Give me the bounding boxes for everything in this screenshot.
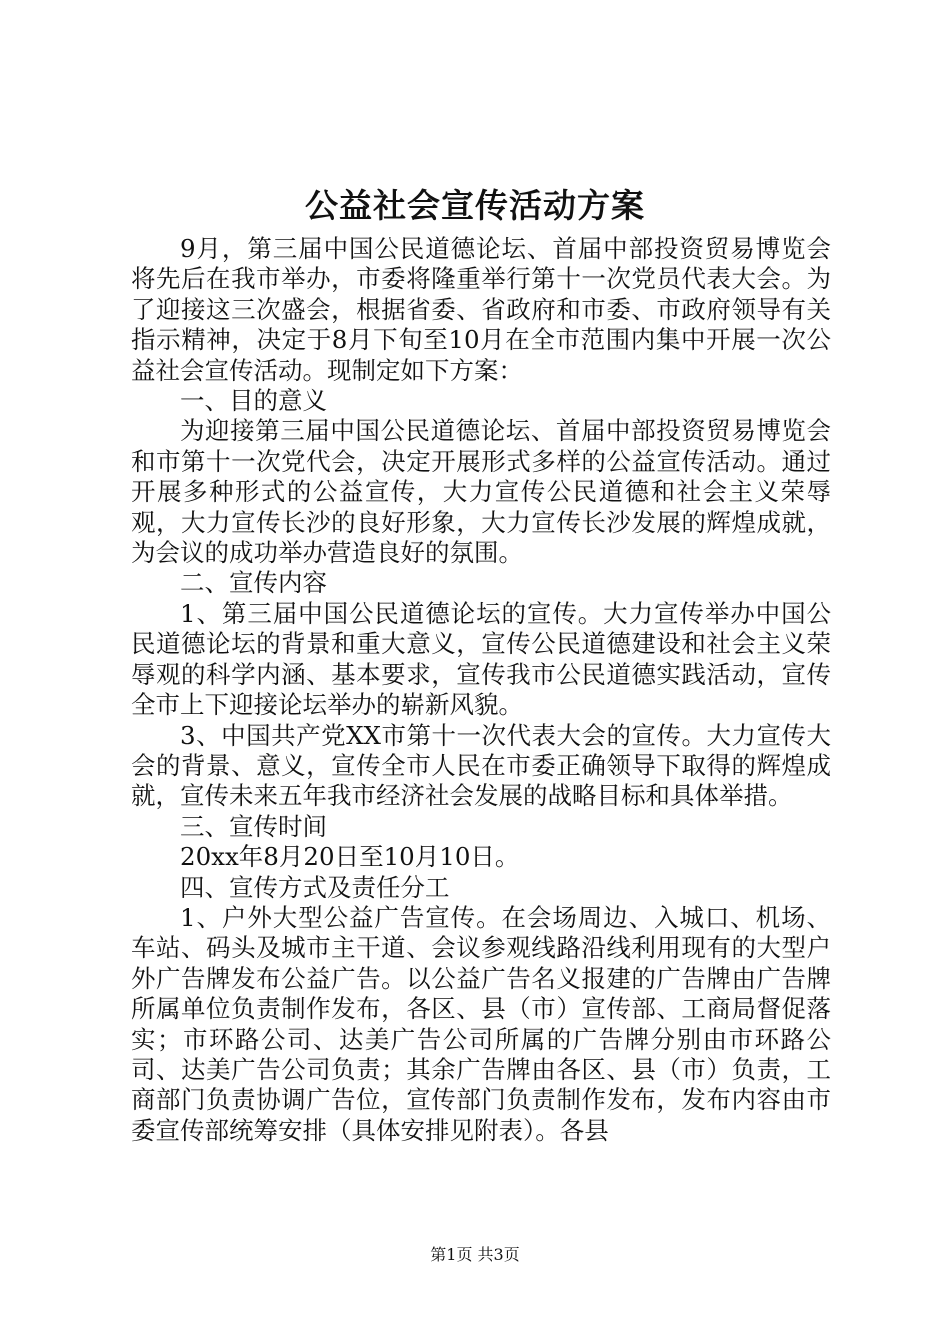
page-title: 公益社会宣传活动方案 <box>305 186 645 225</box>
section-heading-content: 二、宣传内容 <box>180 568 327 598</box>
paragraph-purpose: 为迎接第三届中国公民道德论坛、首届中部投资贸易博览会和市第十一次党代会，决定开展形式多样的公益宣传活动。通过开展多种形式的公益宣传，大力宣传公民道德和社会主义荣辱观，大力宣传长沙的良好形象，大力宣传长沙发展的辉煌成就，为会议的成功举办营造良好的氛围。 <box>131 416 831 568</box>
paragraph-content-1: 1、第三届中国公民道德论坛的宣传。大力宣传举办中国公民道德论坛的背景和重大意义，宣传公民道德建设和社会主义荣辱观的科学内涵、基本要求，宣传我市公民道德实践活动，宣传全市上下迎接论坛举办的崭新风貌。 <box>131 598 831 720</box>
section-heading-methods: 四、宣传方式及责任分工 <box>180 872 450 902</box>
paragraph-intro: 9月，第三届中国公民道德论坛、首届中部投资贸易博览会将先后在我市举办，市委将隆重举行第十一次党员代表大会。为了迎接这三次盛会，根据省委、省政府和市委、市政府领导有关指示精神，决定于8月下旬至10月在全市范围内集中开展一次公益社会宣传活动。现制定如下方案： <box>131 234 831 385</box>
paragraph-methods-1: 1、户外大型公益广告宣传。在会场周边、入城口、机场、车站、码头及城市主干道、会议参观线路沿线利用现有的大型户外广告牌发布公益广告。以公益广告名义报建的广告牌由广告牌所属单位负责制作发布，各区、县（市）宣传部、工商局督促落实；市环路公司、达美广告公司所属的广告牌分别由市环路公司、达美广告公司负责；其余广告牌由各区、县（市）负责，工商部门负责协调广告位，宣传部门负责制作发布，发布内容由市委宣传部统筹安排（具体安排见附表）。各县 <box>131 902 831 1145</box>
section-heading-time: 三、宣传时间 <box>180 811 327 841</box>
paragraph-content-3: 3、中国共产党XX市第十一次代表大会的宣传。大力宣传大会的背景、意义，宣传全市人民在市委正确领导下取得的辉煌成就，宣传未来五年我市经济社会发展的战略目标和具体举措。 <box>131 720 831 811</box>
paragraph-time: 20xx年8月20日至10月10日。 <box>180 842 520 872</box>
document-body <box>131 234 831 1146</box>
page-number-footer: 第1页 共3页 <box>430 1245 520 1264</box>
section-heading-purpose: 一、目的意义 <box>180 386 327 416</box>
